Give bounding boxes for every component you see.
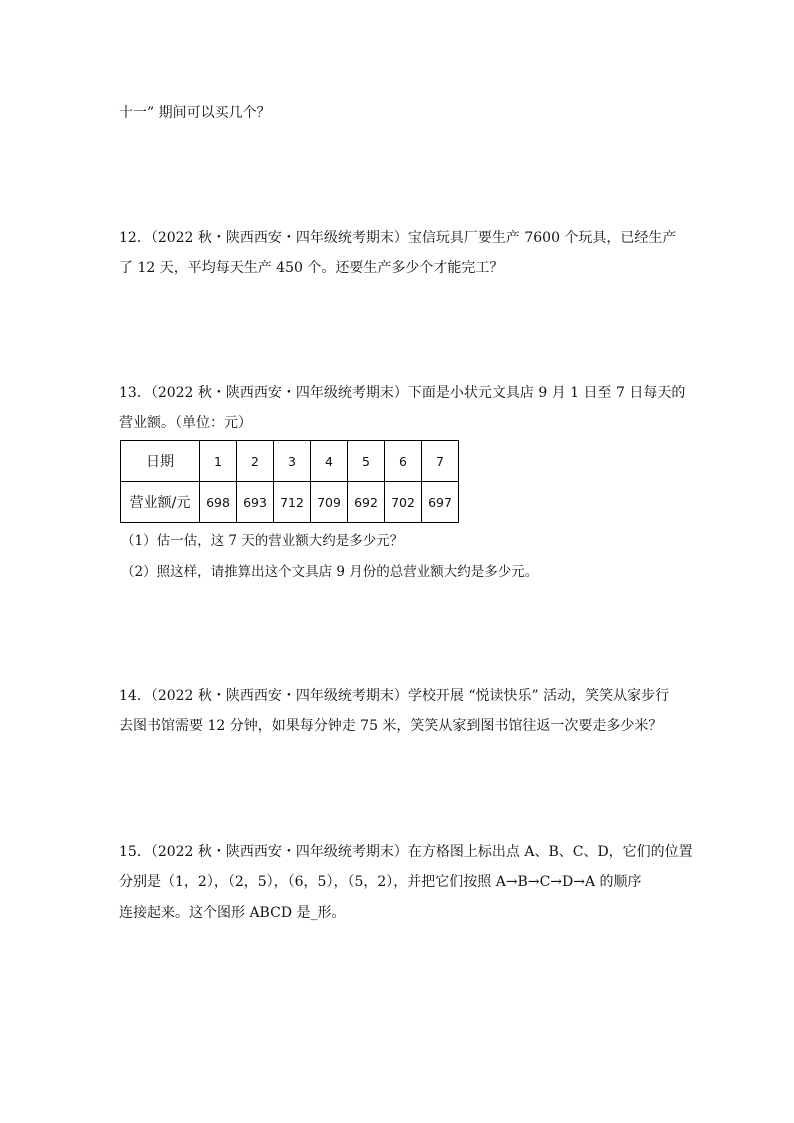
q13-sub-question-1: （1）估一估，这 7 天的营业额大约是多少元？: [121, 533, 404, 549]
amount-cell: 693: [237, 482, 274, 523]
table-row-dates: [121, 441, 459, 482]
amount-header: 营业额/元: [121, 482, 200, 523]
amount-cell: 692: [348, 482, 385, 523]
date-cell: 7: [422, 441, 459, 482]
q11-line-1: 十一” 期间可以买几个？: [119, 105, 271, 121]
amount-cell: 697: [422, 482, 459, 523]
amount-cell: 698: [200, 482, 237, 523]
q13-sub-question-2: （2）照这样，请推算出这个文具店 9 月份的总营业额大约是多少元。: [121, 564, 539, 580]
q15-line-2: 分别是（1，2），（2，5），（6，5），（5，2），并把它们按照 A→B→C→D→A 的顺序: [119, 874, 642, 890]
date-cell: 2: [237, 441, 274, 482]
date-cell: 6: [385, 441, 422, 482]
q14-line-1: 14．（2022 秋・陕西西安・四年级统考期末）学校开展 “悦读快乐” 活动，笑笑从家步行: [119, 688, 670, 704]
q15-line-1: 15．（2022 秋・陕西西安・四年级统考期末）在方格图上标出点 A、B、C、D，它们的位置: [119, 844, 693, 860]
table-row-amounts: [121, 482, 459, 523]
q13-line-2: 营业额。（单位：元）: [119, 415, 252, 431]
q12-line-1: 12．（2022 秋・陕西西安・四年级统考期末）宝信玩具厂要生产 7600 个玩具，已经生产: [119, 230, 677, 246]
date-cell: 5: [348, 441, 385, 482]
amount-cell: 712: [274, 482, 311, 523]
date-cell: 3: [274, 441, 311, 482]
date-header: 日期: [121, 441, 200, 482]
q15-line-3: 连接起来。这个图形 ABCD 是_形。: [119, 905, 346, 921]
amount-cell: 702: [385, 482, 422, 523]
amount-cell: 709: [311, 482, 348, 523]
date-cell: 4: [311, 441, 348, 482]
date-cell: 1: [200, 441, 237, 482]
sales-table: [120, 440, 459, 523]
q13-line-1: 13．（2022 秋・陕西西安・四年级统考期末）下面是小状元文具店 9 月 1 日至 7 日每天的: [119, 385, 686, 401]
q12-line-2: 了 12 天，平均每天生产 450 个。还要生产多少个才能完工？: [119, 260, 504, 276]
q14-line-2: 去图书馆需要 12 分钟，如果每分钟走 75 米，笑笑从家到图书馆往返一次要走多少米？: [119, 718, 663, 734]
